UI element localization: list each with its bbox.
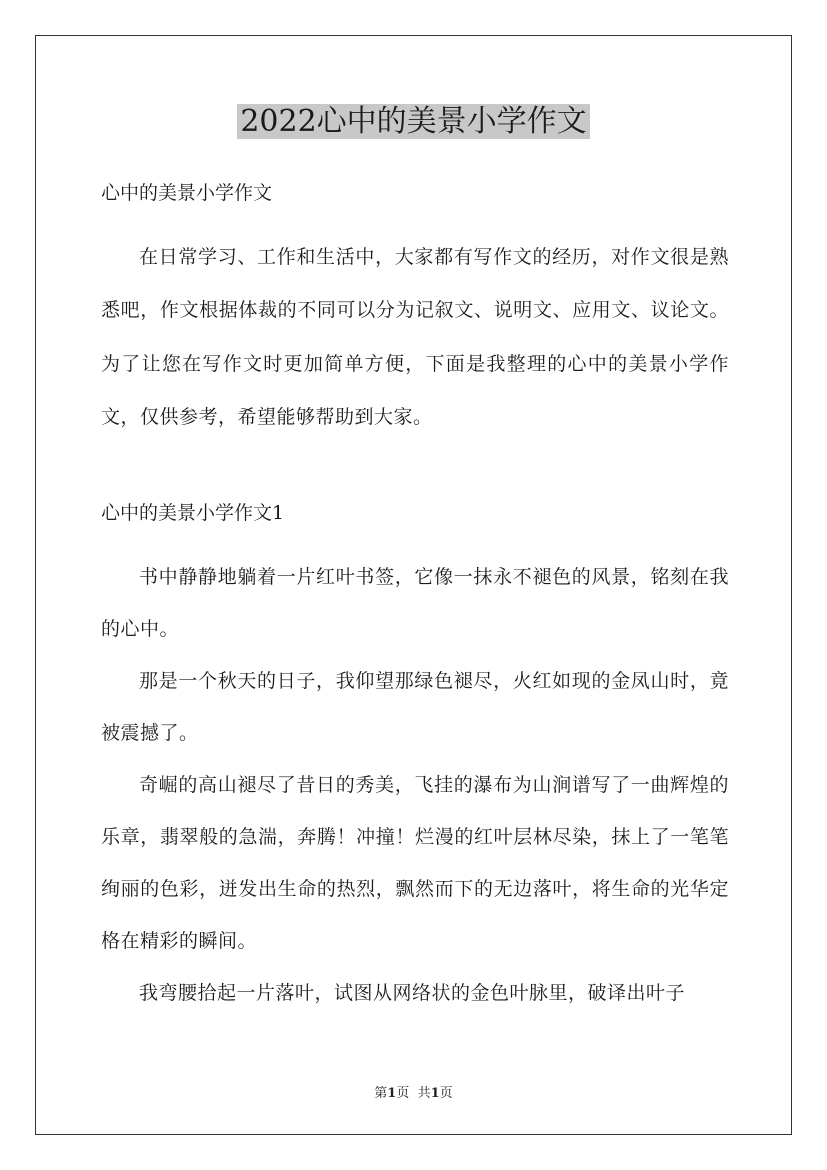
page-total: 1 bbox=[430, 1086, 440, 1101]
document-title bbox=[0, 100, 827, 144]
page-label: 页 bbox=[396, 1086, 410, 1101]
body-paragraph: 书中静静地躺着一片红叶书签，它像一抹永不褪色的风景，铭刻在我的心中。 bbox=[101, 566, 729, 641]
total-label: 页 bbox=[439, 1086, 453, 1101]
intro-paragraph: 在日常学习、工作和生活中，大家都有写作文的经历，对作文很是熟悉吧，作文根据体裁的不同可以分为记叙文、说明文、应用文、议论文。为了让您在写作文时更加简单方便，下面是我整理的心中的美景小学作文，仅供参考，希望能够帮助到大家。 bbox=[101, 246, 729, 428]
page-footer bbox=[0, 1082, 827, 1101]
document-body bbox=[101, 175, 729, 1019]
document-subtitle: 心中的美景小学作文 bbox=[101, 182, 273, 204]
body-paragraph: 我弯腰拾起一片落叶，试图从网络状的金色叶脉里，破译出叶子 bbox=[139, 982, 686, 1005]
body-paragraph: 奇崛的高山褪尽了昔日的秀美，飞挂的瀑布为山涧谱写了一曲辉煌的乐章，翡翠般的急湍，奔腾！冲撞！烂漫的红叶层林尽染，抹上了一笔笔绚丽的色彩，迸发出生命的热烈，飘然而下的无边落叶，将生命的光华定格在精彩的瞬间。 bbox=[101, 774, 729, 953]
document-title-text: 2022心中的美景小学作文 bbox=[237, 104, 589, 139]
section-heading: 心中的美景小学作文1 bbox=[101, 502, 285, 525]
body-paragraph: 那是一个秋天的日子，我仰望那绿色褪尽，火红如现的金凤山时，竟被震撼了。 bbox=[101, 670, 729, 745]
section-gap bbox=[101, 444, 729, 495]
total-prefix: 共 bbox=[417, 1086, 431, 1101]
page-current: 1 bbox=[387, 1086, 397, 1101]
page-prefix: 第 bbox=[374, 1086, 388, 1101]
